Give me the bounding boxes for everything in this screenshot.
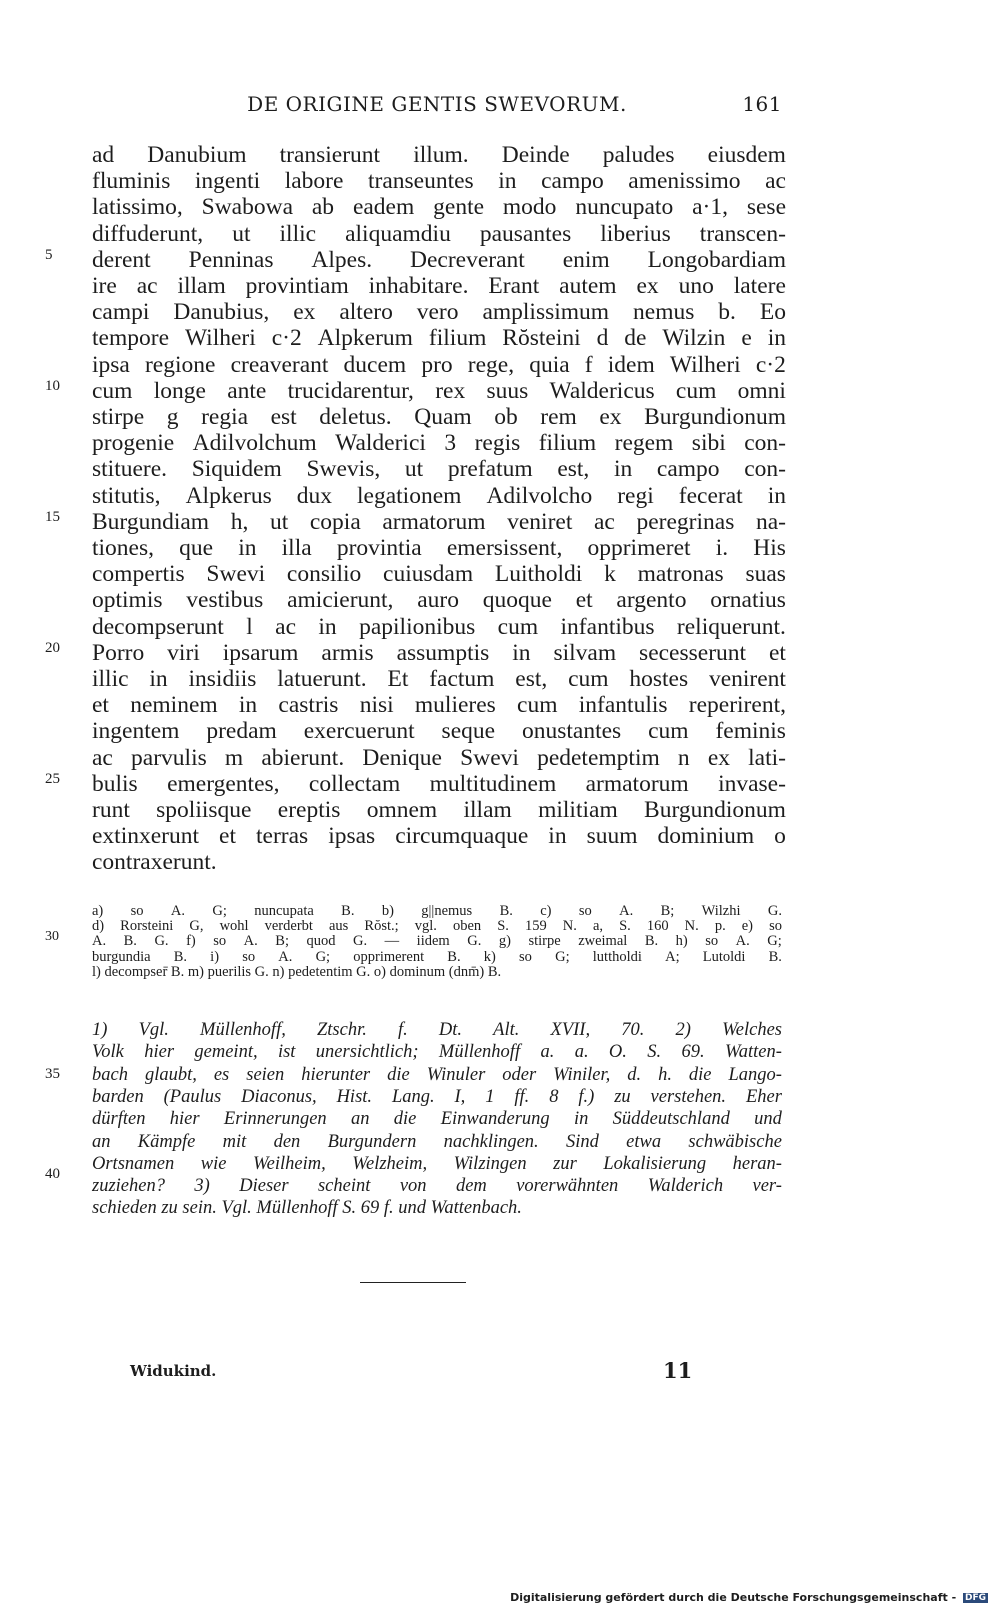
line-number-10: 10 xyxy=(45,378,60,394)
dfg-logo: DFG xyxy=(964,1593,986,1603)
text-line: stitutis, Alpkerus dux legationem Adilvolcho regi fecerat in xyxy=(92,482,786,509)
commentary-line: an Kämpfe mit den Burgundern nachklingen. Sind etwa schwäbische xyxy=(92,1131,782,1152)
text-line: cum longe ante trucidarentur, rex suus Waldericus cum omni xyxy=(92,377,786,404)
text-line: illic in insidiis latuerunt. Et factum est, cum hostes venirent xyxy=(92,666,786,692)
commentary-line: schieden zu sein. Vgl. Müllenhoff S. 69 f. und Wattenbach. xyxy=(92,1198,522,1219)
signature-title: Widukind. xyxy=(130,1362,217,1380)
line-number-20: 20 xyxy=(45,640,60,656)
commentary-line: 1) Vgl. Müllenhoff, Ztschr. f. Dt. Alt. XVII, 70. 2) Welches xyxy=(92,1020,782,1040)
text-line: Porro viri ipsarum armis assumptis in silvam secesserunt et xyxy=(92,639,786,666)
text-line: contraxerunt. xyxy=(92,849,217,876)
text-line: campi Danubius, ex altero vero amplissimum nemus b. Eo xyxy=(92,299,786,326)
line-number-40: 40 xyxy=(45,1166,60,1182)
credit-text: Digitalisierung gefördert durch die Deutsche Forschungsgemeinschaft - xyxy=(510,1591,957,1604)
commentary-line: Volk hier gemeint, ist unersichtlich; Müllenhoff a. a. O. S. 69. Watten- xyxy=(92,1042,782,1063)
page-number: 161 xyxy=(742,92,782,116)
line-number-5: 5 xyxy=(45,247,53,263)
line-number-30: 30 xyxy=(45,929,59,944)
text-line: ad Danubium transierunt illum. Deinde paludes eiusdem xyxy=(92,142,786,168)
commentary-line: bach glaubt, es seien hierunter die Winuler oder Winiler, d. h. die Lango- xyxy=(92,1064,782,1085)
text-line: derent Penninas Alpes. Decreverant enim Longobardiam xyxy=(92,246,786,273)
text-line: diffuderunt, ut illic aliquamdiu pausantes liberius transcen- xyxy=(92,220,786,247)
text-line: bulis emergentes, collectam multitudinem armatorum invase- xyxy=(92,770,786,797)
running-header xyxy=(92,92,782,118)
line-number-15: 15 xyxy=(45,509,60,525)
commentary-line: zuziehen? 3) Dieser scheint von dem vorerwähnten Walderich ver- xyxy=(92,1176,782,1197)
text-line: latissimo, Swabowa ab eadem gente modo nuncupato a·1, sese xyxy=(92,194,786,221)
text-line: ire ac illam provintiam inhabitare. Erant autem ex uno latere xyxy=(92,273,786,299)
text-line: ingentem predam exercuerunt seque onustantes cum feminis xyxy=(92,718,786,745)
commentary-line: Ortsnamen wie Weilheim, Welzheim, Wilzingen zur Lokalisierung heran- xyxy=(92,1153,782,1174)
line-number-25: 25 xyxy=(45,771,60,787)
digitization-credit xyxy=(510,1591,988,1604)
text-line: stituere. Siquidem Swevis, ut prefatum est, in campo con- xyxy=(92,456,786,483)
text-line: stirpe g regia est deletus. Quam ob rem ex Burgundionum xyxy=(92,404,786,430)
variant-note-line: burgundia B. i) so A. G; opprimerent B. k) so G; luttholdi A; Lutoldi B. xyxy=(92,948,782,965)
text-line: tiones, que in illa provintia emersissent, opprimeret i. His xyxy=(92,535,786,561)
text-line: et neminem in castris nisi mulieres cum infantulis reperirent, xyxy=(92,692,786,719)
signature-number: 11 xyxy=(663,1358,693,1383)
variant-note-line: l) decompser̄ B. m) puerilis G. n) pedetentim G. o) dominum (dnm̄) B. xyxy=(92,963,502,980)
text-line: runt spoliisque ereptis omnem illam militiam Burgundionum xyxy=(92,797,786,823)
text-line: extinxerunt et terras ipsas circumquaque in suum dominium o xyxy=(92,823,786,850)
text-line: optimis vestibus amicierunt, auro quoque et argento ornatius xyxy=(92,587,786,614)
variant-note-line: d) Rorsteini G, wohl verderbt aus Rŏst.; vgl. oben S. 159 N. a, S. 160 N. p. e) so xyxy=(92,918,782,935)
text-line: decompserunt l ac in papilionibus cum infantibus reliquerunt. xyxy=(92,613,786,640)
text-line: fluminis ingenti labore transeuntes in campo amenissimo ac xyxy=(92,168,786,195)
variant-note-line: A. B. G. f) so A. B; quod G. — iidem G. g) stirpe zweimal B. h) so A. G; xyxy=(92,933,782,950)
commentary-line: barden (Paulus Diaconus, Hist. Lang. I, 1 ff. 8 f.) zu verstehen. Eher xyxy=(92,1086,782,1107)
text-line: Burgundiam h, ut copia armatorum veniret ac peregrinas na- xyxy=(92,508,786,535)
text-line: ipsa regione creaverant ducem pro rege, quia f idem Wilheri c·2 xyxy=(92,351,786,378)
section-rule xyxy=(360,1282,466,1283)
text-line: compertis Swevi consilio cuiusdam Luitholdi k matronas suas xyxy=(92,561,786,588)
text-line: ac parvulis m abierunt. Denique Swevi pedetemptim n ex lati- xyxy=(92,744,786,771)
variant-note-line: a) so A. G; nuncupata B. b) g||nemus B. c) so A. B; Wilzhi G. xyxy=(92,903,782,919)
text-line: tempore Wilheri c·2 Alpkerum filium Rŏsteini d de Wilzin e in xyxy=(92,325,786,352)
commentary-line: dürften hier Erinnerungen an die Einwanderung in Süddeutschland und xyxy=(92,1109,782,1130)
text-line: progenie Adilvolchum Walderici 3 regis filium regem sibi con- xyxy=(92,430,786,457)
line-number-35: 35 xyxy=(45,1066,60,1082)
running-title: DE ORIGINE GENTIS SWEVORUM. xyxy=(247,92,627,116)
